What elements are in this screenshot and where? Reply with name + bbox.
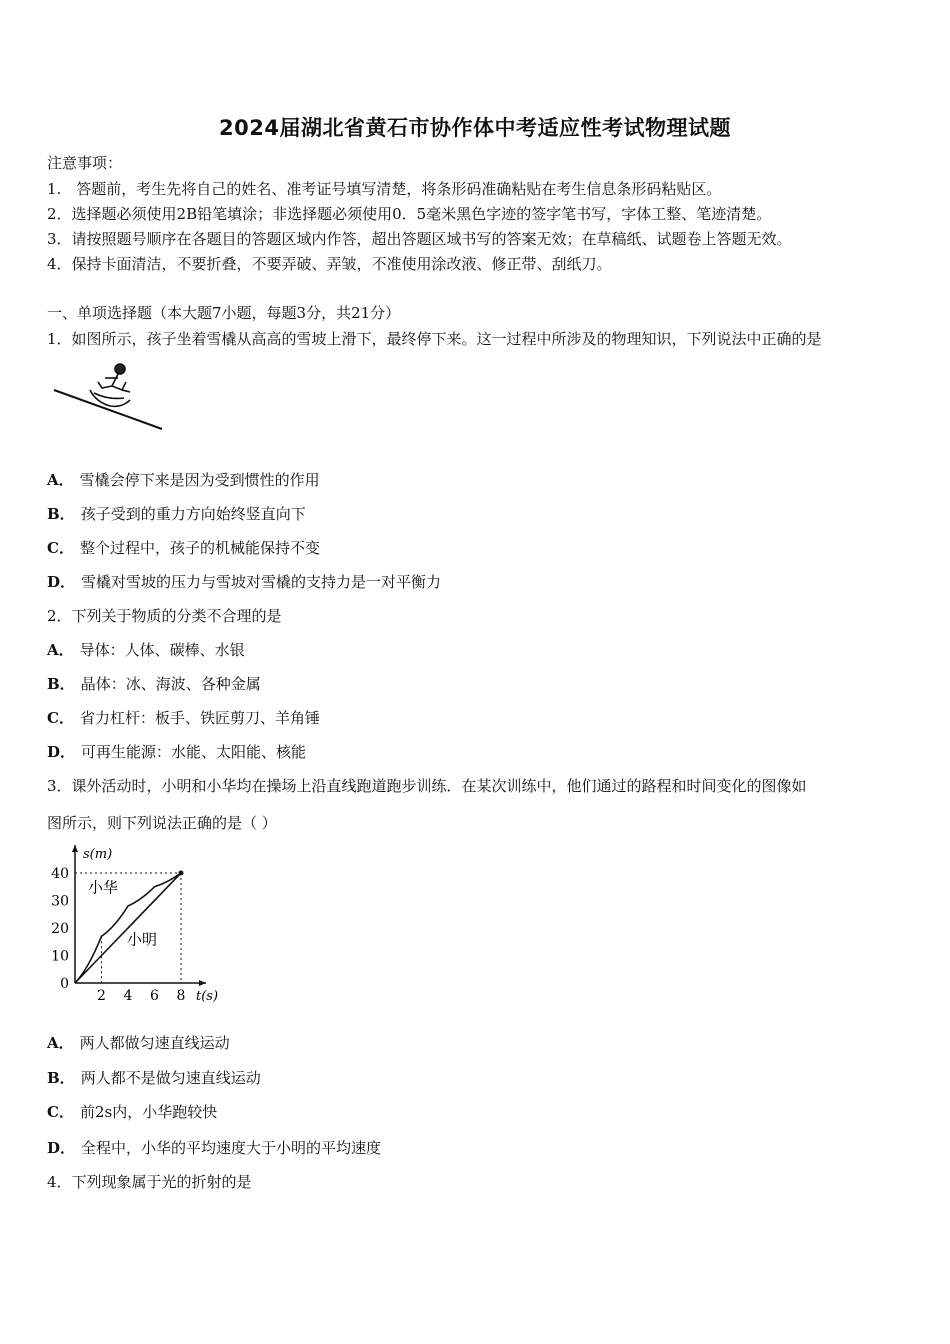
option-text: 两人都不是做匀速直线运动 [80,1069,261,1087]
option-label: C． [47,539,74,557]
option-label: B． [47,1069,75,1087]
option-text: 雪橇对雪坡的压力与雪坡对雪橇的支持力是一对平衡力 [81,573,442,591]
option-text: 前2s内，小华跑较快 [79,1103,218,1121]
x-axis-arrow [199,980,206,986]
x-tick-label: 8 [176,988,186,1004]
y-tick-label: 20 [51,921,69,937]
option-label: B． [47,675,75,693]
option-label: C． [47,1103,74,1121]
option-text: 导体：人体、碳棒、水银 [79,641,245,659]
page-title: 2024届湖北省黄石市协作体中考适应性考试物理试题 [219,116,731,140]
question-4-stem: 4．下列现象属于光的折射的是 [47,1173,252,1191]
option-text: 雪橇会停下来是因为受到惯性的作用 [79,471,320,489]
data-point-end [179,871,184,876]
question-1-stem: 1．如图所示，孩子坐着雪橇从高高的雪坡上滑下，最终停下来。这一过程中所涉及的物理知识，下列说法中正确的是 [47,330,822,348]
option-label: D． [47,743,76,761]
option [47,469,320,490]
option-text: 省力杠杆：板手、铁匠剪刀、羊角锤 [79,709,320,727]
sled-child-icon [90,364,130,406]
option-text: 晶体：冰、海波、各种金属 [80,675,261,693]
x-tick-label: 4 [123,988,133,1004]
x-axis-label: t(s) [196,989,219,1004]
option-label: D． [47,573,76,591]
option-label: C． [47,709,74,727]
option [47,503,306,524]
option [47,1067,261,1088]
option-text: 整个过程中，孩子的机械能保持不变 [79,539,320,557]
notice-item: 4．保持卡面清洁，不要折叠，不要弄破、弄皱，不准使用涂改液、修正带、刮纸刀。 [47,255,612,273]
option [47,673,261,694]
option [47,1032,230,1053]
option [47,741,306,762]
notice-item: 2．选择题必须使用2B铅笔填涂；非选择题必须使用0．5毫米黑色字迹的签字笔书写，字体工整、笔迹清楚。 [47,205,772,223]
option-label: A． [47,471,74,489]
option-label: B． [47,505,75,523]
option-text: 两人都做匀速直线运动 [79,1034,230,1052]
series-label-xiaoming: 小明 [127,930,158,949]
option [47,1137,381,1158]
y-axis-arrow [72,845,78,852]
y-tick-label: 40 [51,866,69,882]
question-3-stem: 图所示，则下列说法正确的是（ ） [47,814,277,832]
slope-line [54,390,162,429]
notice-item: 1. 答题前，考生先将自己的姓名、准考证号填写清楚，将条形码准确粘贴在考生信息条形码粘贴区。 [47,180,722,198]
x-tick-label: 6 [150,988,159,1004]
option-text: 全程中，小华的平均速度大于小明的平均速度 [81,1139,382,1157]
y-tick-label: 0 [60,976,69,992]
notice-heading: 注意事项： [47,154,123,172]
x-tick-label: 2 [97,988,106,1004]
option-label: A． [47,641,74,659]
option-label: A． [47,1034,74,1052]
option [47,1101,217,1122]
y-axis-label: s(m) [83,847,113,862]
option-text: 孩子受到的重力方向始终竖直向下 [80,505,306,523]
series-label-xiaohua: 小华 [88,878,119,897]
question-2-stem: 2．下列关于物质的分类不合理的是 [47,607,282,625]
section-heading: 一、单项选择题（本大题7小题，每题3分，共21分） [47,304,401,322]
question-3-stem: 3．课外活动时，小明和小华均在操场上沿直线跑道跑步训练．在某次训练中，他们通过的路程和时间变化的图像如 [47,777,807,795]
option-text: 可再生能源：水能、太阳能、核能 [81,743,307,761]
option [47,571,441,592]
y-tick-label: 30 [51,893,69,910]
option [47,707,320,728]
notice-item: 3．请按照题号顺序在各题目的答题区域内作答，超出答题区域书写的答案无效；在草稿纸、试题卷上答题无效。 [47,230,792,248]
y-tick-label: 10 [51,948,69,965]
option [47,639,245,660]
distance-time-chart [40,840,240,1010]
sled-illustration [50,360,170,435]
option [47,537,320,558]
option-label: D． [47,1139,76,1157]
